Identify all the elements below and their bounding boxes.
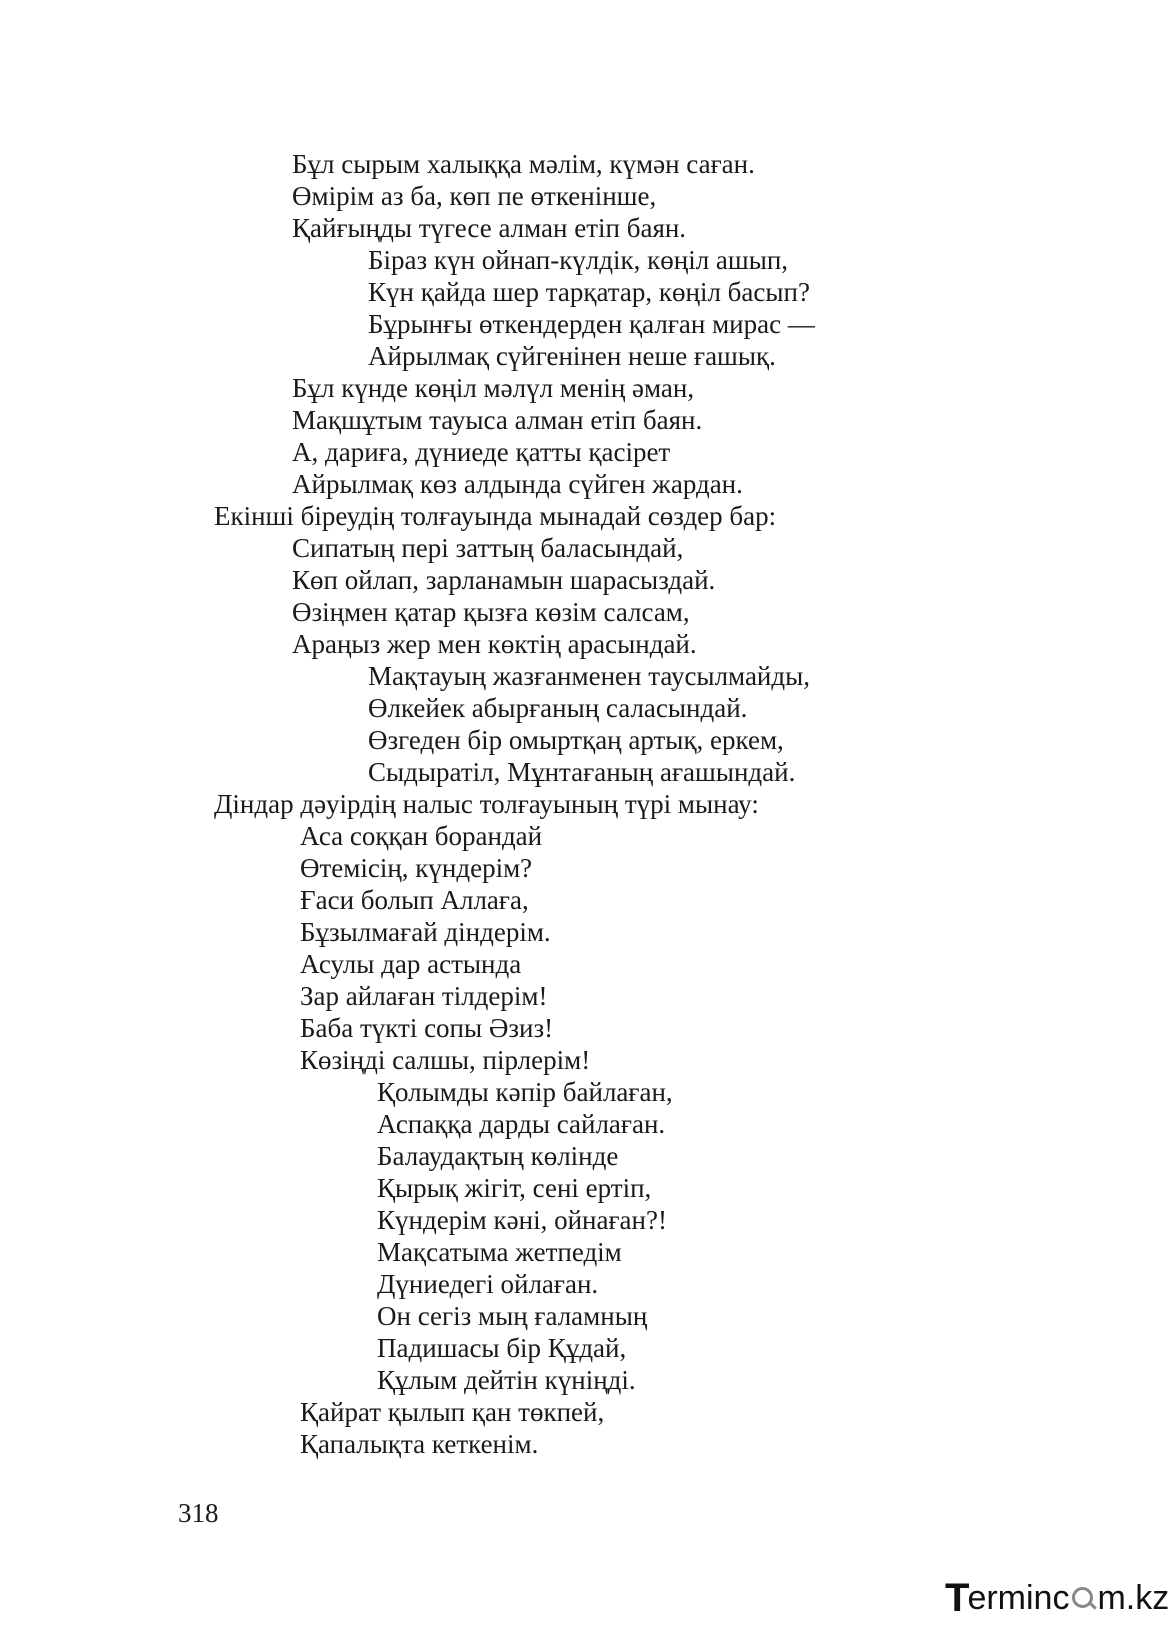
text-line: Он сегіз мың ғаламның xyxy=(377,1301,648,1331)
text-line: Аспаққа дарды сайлаған. xyxy=(377,1109,666,1139)
text-line: Сыдыратіл, Мұнтағаның ағашындай. xyxy=(368,757,796,787)
text-line: Балаудақтың көлінде xyxy=(377,1141,619,1171)
text-line: Бұл сырым халыққа мәлім, күмән саған. xyxy=(292,149,755,179)
termincom-logo xyxy=(945,1576,1169,1620)
text-line: Араңыз жер мен көктің арасындай. xyxy=(292,629,697,659)
text-line: Қайғыңды түгесе алман етіп баян. xyxy=(292,213,687,243)
text-line: Қайрат қылып қан төкпей, xyxy=(300,1397,605,1427)
text-line: А, дариға, дүниеде қатты қасірет xyxy=(292,437,671,467)
text-line: Көп ойлап, зарланамын шарасыздай. xyxy=(292,565,716,595)
text-line: Құлым дейтін күніңді. xyxy=(377,1365,636,1395)
text-line: Сипатың пері заттың баласындай, xyxy=(292,533,684,563)
text-line: Күн қайда шер тарқатар, көңіл басып? xyxy=(368,277,810,307)
text-line: Айрылмақ сүйгенінен неше ғашық. xyxy=(368,341,776,371)
text-line: Өзіңмен қатар қызға көзім салсам, xyxy=(292,597,690,627)
text-line: Екінші біреудің толғауында мынадай сөздер бар: xyxy=(214,501,777,531)
text-line: Мақсатыма жетпедім xyxy=(377,1237,622,1267)
text-line: Өзгеден бір омыртқаң артық, еркем, xyxy=(368,725,784,755)
text-line: Асулы дар астында xyxy=(300,949,522,979)
text-line: Бұрынғы өткендерден қалған мирас — xyxy=(368,309,815,339)
magnifier-icon xyxy=(1070,1585,1096,1611)
text-line: Мақтауың жазғанменен таусылмайды, xyxy=(368,661,811,691)
text-line: Діндар дәуірдің налыс толғауының түрі мынау: xyxy=(214,789,759,819)
text-line: Бұзылмағай діндерім. xyxy=(300,917,551,947)
text-line: Күндерім кәні, ойнаған?! xyxy=(377,1205,667,1235)
text-line: Өлкейек абырғаның саласындай. xyxy=(368,693,748,723)
text-line: Мақшұтым тауыса алман етіп баян. xyxy=(292,405,703,435)
logo-text-middle: ermin xyxy=(967,1579,1053,1617)
text-line: Қолымды кәпір байлаған, xyxy=(377,1077,673,1107)
text-line: Аса соққан борандай xyxy=(300,821,543,851)
text-line: Біраз күн ойнап-күлдік, көңіл ашып, xyxy=(368,245,789,275)
text-line: Баба түкті сопы Әзиз! xyxy=(300,1013,554,1043)
text-line: Падишасы бір Құдай, xyxy=(377,1333,627,1363)
text-line: Бұл күнде көңіл мәлүл менің әман, xyxy=(292,373,695,403)
logo-letter-c: c xyxy=(1052,1579,1070,1617)
text-line: Зар айлаған тілдерім! xyxy=(300,981,548,1011)
text-line: Айрылмақ көз алдында сүйген жардан. xyxy=(292,469,743,499)
logo-letter-t: T xyxy=(945,1576,968,1620)
text-line: Ғаси болып Аллаға, xyxy=(300,885,529,915)
text-line: Өмірім аз ба, көп пе өткенінше, xyxy=(292,181,657,211)
page-number: 318 xyxy=(178,1498,219,1528)
text-line: Дүниедегі ойлаған. xyxy=(377,1269,599,1299)
text-line: Көзіңді салшы, пірлерім! xyxy=(300,1045,591,1075)
logo-text-tail: m.kz xyxy=(1097,1579,1169,1617)
text-line: Қырық жігіт, сені ертіп, xyxy=(377,1173,652,1203)
text-line: Өтемісің, күндерім? xyxy=(300,853,533,883)
text-line: Қапалықта кеткенім. xyxy=(300,1429,539,1459)
